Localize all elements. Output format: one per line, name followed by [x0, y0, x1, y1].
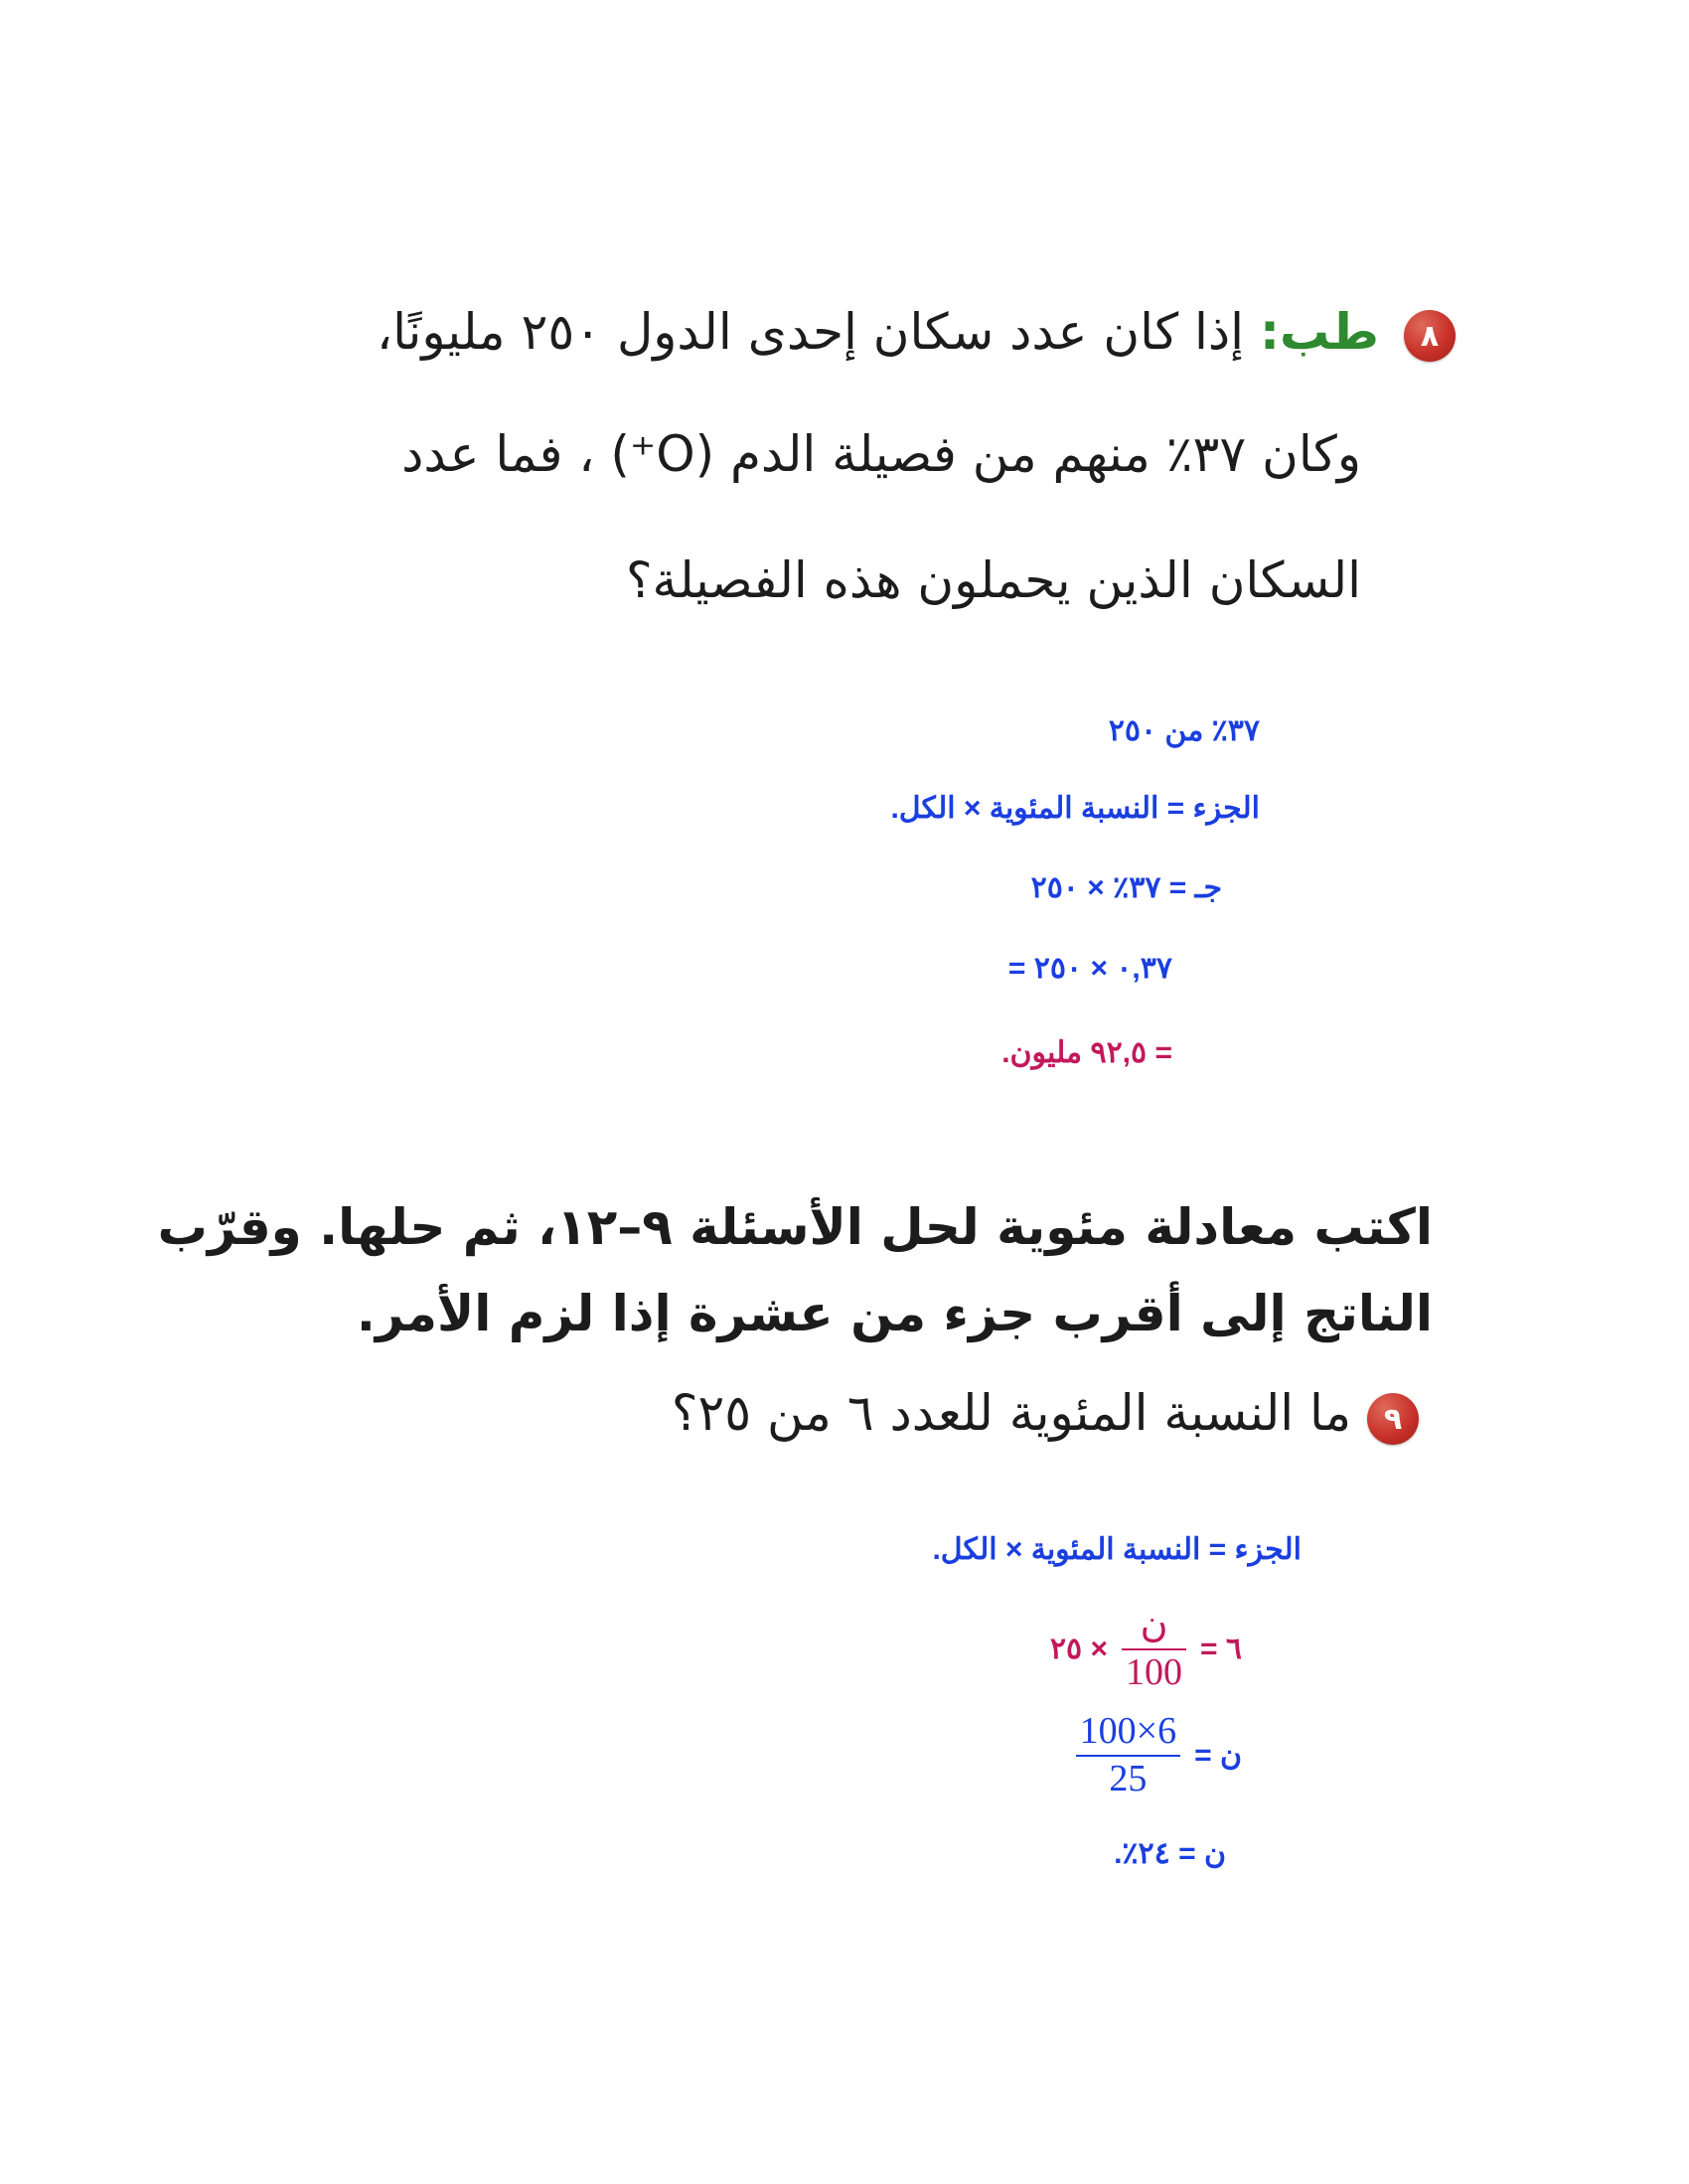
solution-8-line-3: جـ = ٣٧٪ × ٢٥٠ [1030, 871, 1222, 904]
subject-label: طب: [1259, 303, 1379, 361]
fraction-numerator: ن [1140, 1604, 1168, 1645]
fraction-denominator: 25 [1109, 1757, 1148, 1799]
solution-8-line-4: = ٠,٣٧ × ٢٥٠ [1007, 952, 1172, 985]
instructions-line-1: اكتب معادلة مئوية لحل الأسئلة ٩–١٢، ثم حلها. وقرّب [157, 1198, 1433, 1256]
problem-8-line-1 [377, 303, 1379, 361]
problem-text: إذا كان عدد سكان إحدى الدول ٢٥٠ مليونًا، [377, 303, 1245, 361]
answer-text: ن = ٢٤٪. [1114, 1837, 1226, 1870]
solution-9-line-1: الجزء = النسبة المئوية × الكل. [932, 1533, 1302, 1566]
solution-9-answer [1114, 1836, 1226, 1871]
fraction [1122, 1605, 1186, 1694]
fraction-bar [1076, 1755, 1180, 1757]
fraction-bar [1122, 1648, 1186, 1650]
problem-9-text: ما النسبة المئوية للعدد ٦ من ٢٥؟ [671, 1384, 1351, 1442]
solution-8-line-1: ٣٧٪ من ٢٥٠ [1108, 714, 1260, 747]
problem-8-line-3: السكان الذين يحملون هذه الفصيلة؟ [626, 551, 1361, 609]
equation-left: ٦ = [1200, 1633, 1242, 1666]
problem-8-line-2: وكان ٣٧٪ منهم من فصيلة الدم (O⁺) ، فما عدد [401, 425, 1361, 483]
solution-8-answer: = ٩٢,٥ مليون. [1001, 1036, 1172, 1069]
problem-number-badge: ٨ [1404, 310, 1456, 362]
solution-8-line-2: الجزء = النسبة المئوية × الكل. [890, 792, 1260, 825]
problem-number-badge: ٩ [1367, 1393, 1419, 1445]
equation-left: ن = [1194, 1739, 1242, 1773]
fraction-denominator: 100 [1126, 1650, 1183, 1693]
fraction [1076, 1711, 1180, 1800]
fraction-numerator: 6×100 [1079, 1710, 1177, 1752]
equation-right: × ٢٥ [1049, 1633, 1109, 1666]
solution-9-equation-1 [1050, 1605, 1242, 1694]
instructions-line-2: الناتج إلى أقرب جزء من عشرة إذا لزم الأمر. [356, 1285, 1433, 1342]
solution-9-equation-2 [1076, 1711, 1242, 1800]
